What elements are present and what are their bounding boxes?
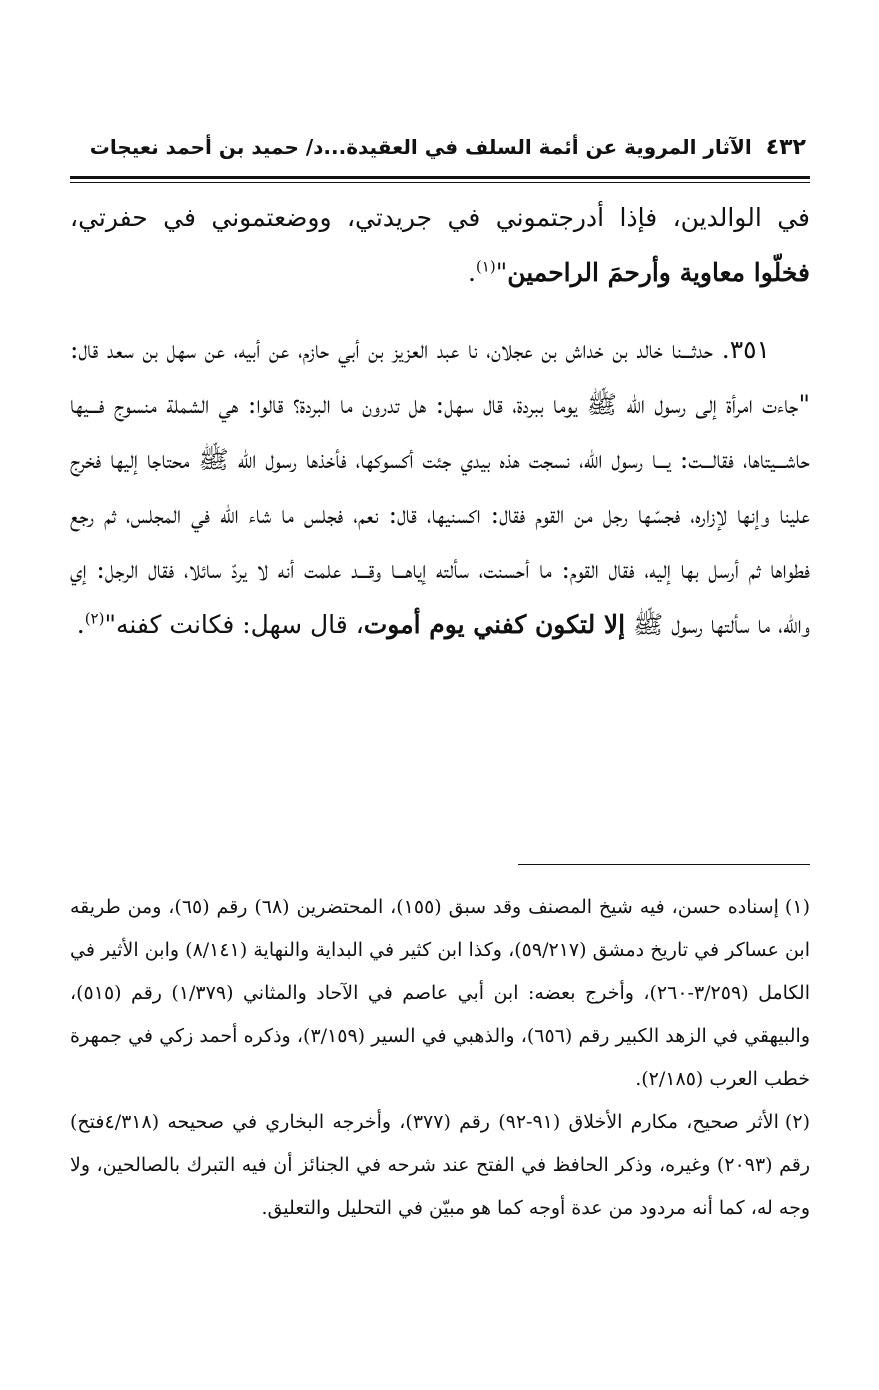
- footnote-number: (٢): [784, 1111, 810, 1133]
- paragraph-text: في الوالدين، فإذا أدرجتموني في جريدتي، ووضعتموني في حفرتي،: [70, 203, 810, 232]
- page-number: ٤٣٢: [765, 134, 806, 160]
- header-rule: [70, 176, 810, 179]
- main-text: [70, 190, 810, 652]
- quote-mark: ": [495, 258, 508, 287]
- paragraph-text-tail: ، قال سهل: فكانت كفنه": [104, 610, 364, 639]
- footnotes: [70, 886, 810, 1230]
- paragraph-continuation: [70, 190, 810, 300]
- bold-phrase: إلا لتكون كفني يوم أموت: [363, 610, 626, 639]
- paragraph-text: ٣٥١. حدثـــنا خالد بن خداش بن عجلان، نا عبد العزيز بن أبي حازم، عن أبيه، عن سهل بن سعد قال: "جاءت امرأة إلى رسول الله ﷺ يوما ببردة، قال سهل: هل تدرون ما البردة؟ قالوا: هي الشملة منسوج فـــيها حاشـــيتاها، فقالـــت: يـــا رسول الله، نسجت هذه بيدي جئت أكسوكها، فأخذها رسول الله ﷺ محتاجا إليها فخرج علينا وإنها لإزاره، فجسّها رجل من القوم فقال: اكسنيها، قال: نعم، فجلس ما شاء الله في المجلس، ثم رجع فطواها ثم أرسل بها إليه، فقال القوم: ما أحسنت، سألته إياهـــا وقـــد علمت أنه لا يردّ سائلا، فقال الرجل: إي والله، ما سألتها رسول ﷺ: [70, 335, 810, 639]
- footnote-reference[interactable]: (١): [475, 257, 496, 276]
- footnote-text: الأثر صحيح، مكارم الأخلاق (٩١-٩٢) رقم (٣٧٧)، وأخرجه البخاري في صحيحه (٤/٣١٨فتح) رقم (٢٠٩٣) وغيره، وذكر الحافظ في الفتح عند شرحه في الجنائز أن فيه التبرك بالصالحين، ولا وجه له، كما أنه مردود من عدة أوجه كما هو مبيّن في التحليل والتعليق.: [70, 1111, 810, 1219]
- bold-phrase: فخلّوا معاوية وأرحمَ الراحمين: [507, 258, 810, 287]
- header-rule-thin: [70, 182, 810, 183]
- footnote-separator: [518, 864, 810, 865]
- footnote-text: إسناده حسن، فيه شيخ المصنف وقد سبق (١٥٥)، المحتضرين (٦٨) رقم (٦٥)، ومن طريقه ابن عساكر في تاريخ دمشق (٥٩/٢١٧)، وكذا ابن كثير في البداية والنهاية (٨/١٤١) وابن الأثير في الكامل (٣/٢٥٩-٢٦٠)، وأخرج بعضه: ابن أبي عاصم في الآحاد والمثاني (١/٣٧٩) رقم (٥١٥)، والبيهقي في الزهد الكبير رقم (٦٥٦)، والذهبي في السير (٣/١٥٩)، وذكره أحمد زكي في جمهرة خطب العرب (٢/١٨٥).: [70, 896, 811, 1090]
- period: .: [76, 610, 85, 639]
- period: .: [467, 258, 476, 287]
- footnote-item: [70, 1101, 810, 1230]
- running-title: الآثار المروية عن أئمة السلف في العقيدة...د/ حميد بن أحمد نعيجات: [89, 135, 752, 159]
- paragraph-narration-351: [70, 322, 810, 652]
- footnote-reference[interactable]: (٢): [84, 609, 105, 628]
- footnote-item: [70, 886, 810, 1101]
- footnote-number: (١): [784, 896, 810, 918]
- running-header: [70, 124, 810, 170]
